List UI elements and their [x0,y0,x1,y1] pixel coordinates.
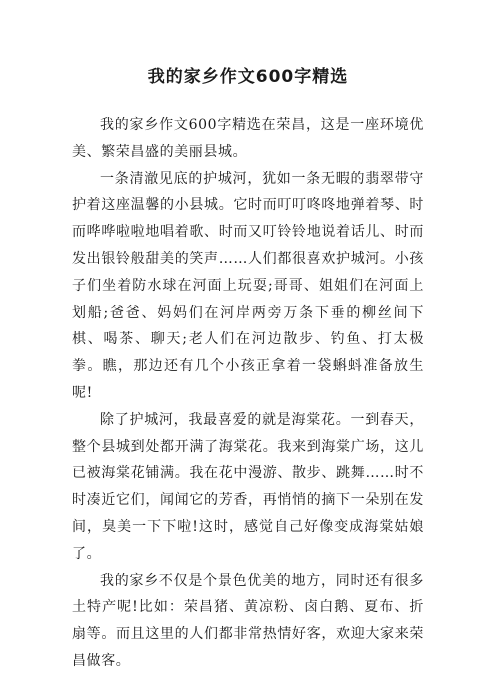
paragraph-intro: 我的家乡作文600字精选在荣昌，这是一座环境优美、繁荣昌盛的美丽县城。 [72,117,424,160]
article-body [72,112,424,675]
paragraph-begonia: 除了护城河，我最喜爱的就是海棠花。一到春天，整个县城到处都开满了海棠花。我来到海棠广场，这儿已被海棠花铺满。我在花中漫游、散步、跳舞……时不时凑近它们，闻闻它的芳香，再悄悄的摘下一朵别在发间，臭美一下下啦!这时，感觉自己好像变成海棠姑娘了。 [72,411,424,562]
paragraph-moat: 一条清澈见底的护城河，犹如一条无暇的翡翠带守护着这座温馨的小县城。它时而叮叮咚咚地弹着琴、时而哗哗啦啦地唱着歌、时而又叮铃铃地说着话儿、时而发出银铃般甜美的笑声……人们都很喜欢护城河。小孩子们坐着防水球在河面上玩耍;哥哥、姐姐们在河面上划船;爸爸、妈妈们在河岸两旁万条下垂的柳丝间下棋、喝茶、聊天;老人们在河边散步、钓鱼、打太极拳。瞧，那边还有几个小孩正拿着一袋蝌蚪准备放生呢! [72,170,424,401]
paragraph-specialties: 我的家乡不仅是个景色优美的地方，同时还有很多土特产呢!比如：荣昌猪、黄凉粉、卤白鹅、夏布、折扇等。而且这里的人们都非常热情好客，欢迎大家来荣昌做客。 [72,572,424,669]
page-title: 我的家乡作文600字精选 [147,67,349,87]
